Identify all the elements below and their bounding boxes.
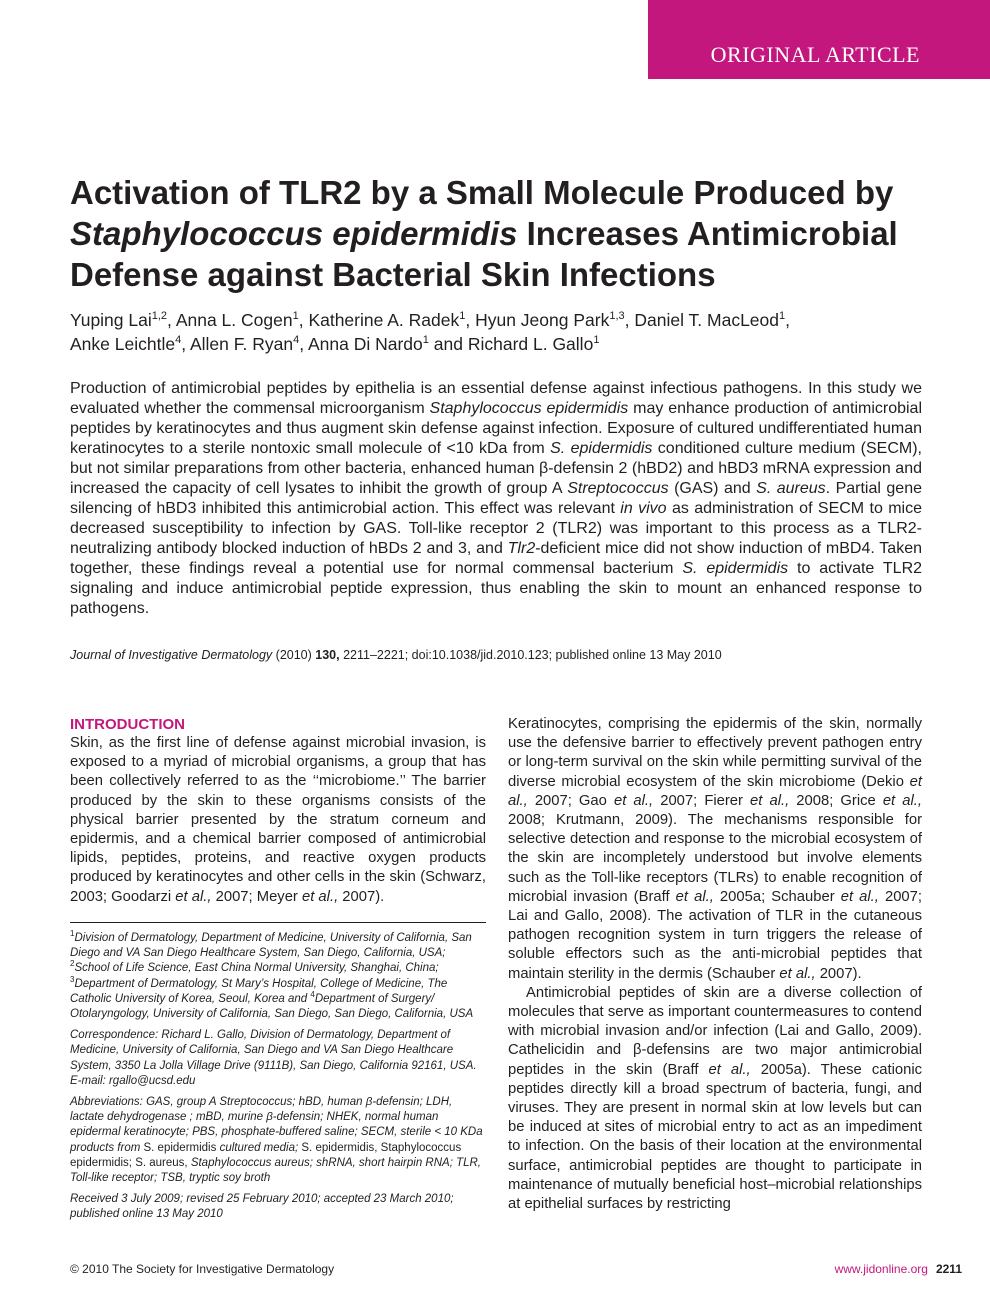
abbreviations-text: Abbreviations: GAS, group A Streptococcus; hBD, human β-defensin; LDH, lactate dehydrogenase ; mBD, murine β-defensin; NHEK, normal human epidermal keratinocyte; PBS, phosphate-buffered saline; SECM, sterile < 10 KDa products from [70, 1096, 483, 1154]
author: Anna L. Cogen [175, 310, 293, 330]
affiliations [70, 931, 486, 1022]
title-part-2: Increases Antimicrobial Defense against Bacterial Skin Infections [70, 215, 898, 293]
et-al: et al., [675, 888, 714, 905]
affiliation-number: 3 [70, 974, 75, 984]
correspondence: Correspondence: Richard L. Gallo, Division of Dermatology, Department of Medicine, University of California, San Diego and VA San Diego Healthcare System, 3350 La Jolla Village Drive (9111B), San Diego, California 92161, USA. E-mail: rgallo@ucsd.edu [70, 1029, 477, 1087]
abstract-text: . Partial gene silencing of hBD3 inhibited this antimicrobial action. This effect was relevant [70, 480, 923, 517]
abstract-text: conditioned culture medium (SECM), but not similar preparations from other bacteria, enhanced human β-defensin 2 (hBD2) and hBD3 mRNA expression and increased the capacity of cell lysates to inhibit the growth of group A [70, 440, 922, 497]
title-part-1: Activation of TLR2 by a Small Molecule Produced by [70, 174, 894, 211]
author-affiliation: 1 [779, 310, 786, 323]
abbreviations-text: S. aureus, [135, 1156, 188, 1169]
author-separator: , [167, 310, 176, 330]
intro-paragraph-1 [70, 734, 486, 907]
affiliation-number: 4 [310, 989, 315, 999]
abstract-text: to activate TLR2 signaling and induce antimicrobial peptide expression, thus enabling the skin to mount an enhanced response to pathogens. [70, 560, 923, 617]
affiliation: School of Life Science, East China Normal University, Shanghai, China; [74, 962, 439, 975]
et-al: et al., [301, 888, 339, 905]
paragraph-text: 2005a). These cationic peptides directly kill a broad spectrum of bacteria, fungi, and viruses. They are present in normal skin at low levels but can be induced at sites of microbial entry to act as an impediment to infection. On the basis of their location at the environmental surface, antimicrobial peptides are thought to participate in maintenance of mutually beneficial host–microbial relationships at epithelial surfaces by restricting [508, 1061, 922, 1213]
abstract-text: as administration of SECM to mice decreased susceptibility to infection by GAS. Toll-like receptor 2 (TLR2) was important to this process as a TLR2-neutralizing antibody blocked induction of hBDs 2 and 3, and [70, 500, 922, 557]
abstract-italic: Tlr2 [507, 540, 536, 557]
abstract-italic: Streptococcus [567, 480, 669, 497]
abstract-italic: in vivo [620, 500, 667, 517]
citation-year: (2010) [272, 648, 316, 662]
footnote-divider [70, 922, 486, 923]
et-al: et al., [175, 888, 212, 905]
paragraph-text: 2007; Gao [527, 792, 614, 809]
title-italic-species: Staphylococcus epidermidis [70, 215, 518, 252]
paragraph-text: 2007). [815, 965, 862, 982]
footnotes [70, 931, 486, 1229]
citation-details: 2211–2221; doi:10.1038/jid.2010.123; published online 13 May 2010 [339, 648, 722, 662]
abstract-italic: Staphylococcus epidermidis [429, 400, 629, 417]
et-al: et al., [508, 773, 922, 809]
author-affiliation: 1 [292, 310, 299, 323]
author-affiliation: 1,2 [151, 310, 168, 323]
abbreviations-text: Staphylococcus epidermidis; [70, 1141, 462, 1169]
page-number: 2211 [935, 1262, 962, 1276]
author: Anke Leichtle [70, 334, 176, 354]
author: Katherine A. Radek [308, 310, 460, 330]
intro-paragraph-1-continued [508, 715, 922, 984]
abstract-italic: S. epidermidis [550, 440, 653, 457]
abstract-text: (GAS) and [668, 480, 757, 497]
article-type-banner [648, 0, 990, 79]
et-al: et al., [779, 965, 816, 982]
author: Hyun Jeong Park [475, 310, 610, 330]
et-al: et al., [708, 1061, 751, 1078]
paragraph-text: Antimicrobial peptides of skin are a diverse collection of molecules that serve as important countermeasures to contend with microbial invasion and/or infection (Lai and Gallo, 2009). Cathelicidin and β-defensins are two major antimicrobial peptides in the skin (Braff [508, 984, 922, 1078]
author-affiliation: 4 [175, 334, 182, 347]
author-affiliation: 1 [422, 334, 429, 347]
author-separator: , [299, 334, 308, 354]
journal-website-link[interactable]: www.jidonline.org [834, 1262, 928, 1276]
abstract-italic: S. epidermidis [682, 560, 789, 577]
author: Allen F. Ryan [189, 334, 294, 354]
intro-paragraph-2 [508, 984, 922, 1214]
article-type-label: ORIGINAL ARTICLE [710, 42, 920, 67]
author-separator: , [624, 310, 635, 330]
paragraph-text: Skin, as the first line of defense against microbial invasion, is exposed to a myriad of microbial organisms, a group that has been collectively referred to as the ‘‘microbiome.’’ The barrier produced by the skin to these organisms consists of the physical barrier presented by the stratum corneum and epidermis, and a chemical barrier composed of antimicrobial lipids, peptides, proteins, and reactive oxygen products produced by keratinocytes and other cells in the skin (Schwarz, 2003; Goodarzi [70, 735, 486, 905]
section-heading-introduction: INTRODUCTION [70, 716, 185, 733]
paragraph-text: 2007). [338, 888, 385, 905]
author-affiliation: 1 [459, 310, 466, 323]
abbreviations-text: S. epidermidis [143, 1141, 217, 1154]
et-al: et al., [882, 792, 922, 809]
received-dates: Received 3 July 2009; revised 25 February 2010; accepted 23 March 2010; published online 13 May 2010 [70, 1193, 454, 1221]
abbreviations-text: Staphylococcus aureus; shRNA, short hairpin RNA; TLR, Toll-like receptor; TSB, tryptic soy broth [70, 1156, 481, 1185]
right-column [508, 715, 922, 1214]
footer-copyright: © 2010 The Society for Investigative Dermatology [70, 1262, 335, 1276]
affiliation: Department of Dermatology, St Mary’s Hospital, College of Medicine, The Catholic University of Korea, Seoul, Korea and [70, 977, 448, 1005]
footer-right [835, 1262, 962, 1276]
affiliation-number: 1 [70, 929, 75, 939]
citation-volume: 130, [315, 648, 340, 662]
affiliation: Division of Dermatology, Department of Medicine, University of California, San Diego and VA San Diego Healthcare System, San Diego, California, USA; [70, 932, 472, 960]
abstract [70, 379, 922, 619]
affiliation: Department of Surgery/ Otolaryngology, University of California, San Diego, San Diego, California, USA [70, 992, 474, 1021]
journal-name: Journal of Investigative Dermatology [70, 648, 273, 662]
abbreviations-text: S. epidermidis, [301, 1141, 378, 1154]
abbreviations-text: cultured media; [216, 1141, 302, 1154]
author-affiliation: 1,3 [609, 310, 625, 323]
author-separator: , [298, 310, 309, 330]
author: Yuping Lai [70, 310, 152, 330]
paragraph-text: 2005a; Schauber [713, 888, 841, 905]
author-affiliation: 1 [593, 334, 600, 347]
paragraph-text: Keratinocytes, comprising the epidermis of the skin, normally use the defensive barrier to effectively prevent pathogen entry or long-term survival on the skin while permitting survival of the diverse microbial ecosystem of the skin microbiome (Dekio [508, 716, 922, 790]
author-separator: , [785, 310, 790, 330]
abstract-text: may enhance production of antimicrobial peptides by keratinocytes and thus augment skin defense against infection. Exposure of cultured undifferentiated human keratinocytes to a sterile nontoxic small molecule of <10 kDa from [70, 400, 923, 457]
et-al: et al., [840, 888, 879, 905]
et-al: et al., [750, 792, 790, 809]
author-list [70, 308, 930, 356]
paragraph-text: 2007; Meyer [211, 888, 302, 905]
affiliation-number: 2 [70, 959, 75, 969]
author: Daniel T. MacLeod [634, 310, 779, 330]
paragraph-text: 2007; Fierer [653, 792, 751, 809]
abstract-italic: S. aureus [756, 480, 826, 497]
author: Anna Di Nardo [307, 334, 423, 354]
paragraph-text: 2007; Lai and Gallo, 2008). The activation of TLR in the cutaneous pathogen recognition system in turn triggers the release of soluble effectors such as the anti-microbial peptides that maintain sterility in the dermis (Schauber [508, 888, 923, 982]
author-separator: and [428, 334, 468, 354]
citation-line [70, 647, 930, 663]
left-column [70, 715, 486, 907]
abbreviations [70, 1095, 486, 1186]
abstract-text: -deficient mice did not show induction of mBD4. Taken together, these findings reveal a potential use for normal commensal bacterium [70, 540, 922, 577]
author-separator: , [181, 334, 190, 354]
paragraph-text: 2008; Grice [789, 792, 883, 809]
author: Richard L. Gallo [467, 334, 594, 354]
author-affiliation: 4 [293, 334, 300, 347]
article-title [70, 172, 940, 295]
abstract-text: Production of antimicrobial peptides by epithelia is an essential defense against infectious pathogens. In this study we evaluated whether the commensal microorganism [70, 380, 922, 417]
et-al: et al., [613, 792, 654, 809]
paragraph-text: 2008; Krutmann, 2009). The mechanisms responsible for selective detection and response to the microbial ecosystem of the skin are incompletely understood but involve elements such as the Toll-like receptors (TLRs) to enable recognition of microbial invasion (Braff [508, 812, 922, 905]
author-separator: , [465, 310, 476, 330]
